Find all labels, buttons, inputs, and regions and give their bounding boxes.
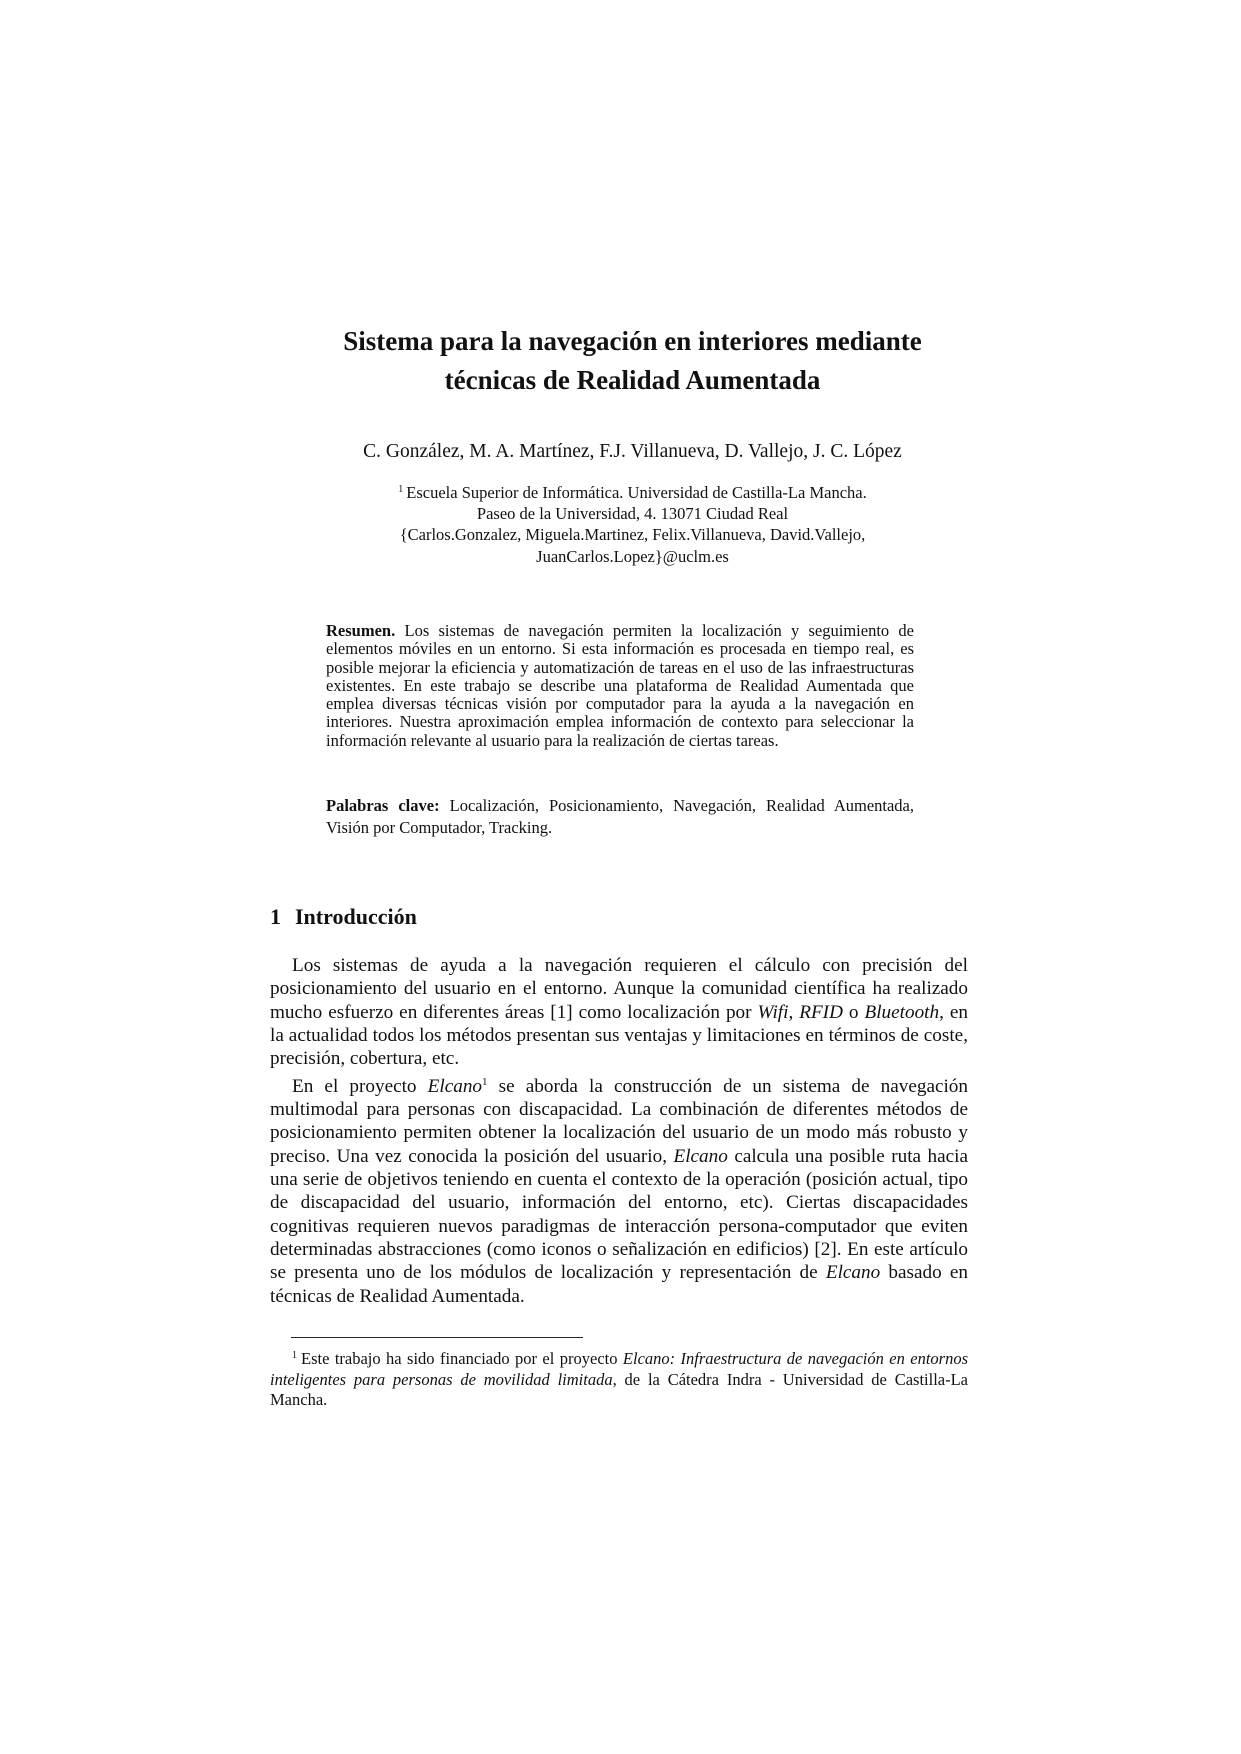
footnote-project-title: Elcano: Infraestructura de navegación en entornos inteligentes para personas de movilidad limitada [270, 1349, 969, 1389]
section-number: 1 [270, 904, 281, 929]
footnote-text-a: Este trabajo ha sido financiado por el proyecto [301, 1349, 623, 1368]
term-rfid: RFID [799, 1001, 843, 1023]
abstract-text: Los sistemas de navegación permiten la localización y seguimiento de elementos móviles en un entorno. Si esta información es procesada en tiempo real, es posible mejorar la eficiencia y automatización de tareas en el uso de las infraestructuras existentes. En este trabajo se describe una plataforma de Realidad Aumentada que emplea diversas técnicas visión por computador para la ayuda a la navegación en interiores. Nuestra aproximación emplea información de contexto para seleccionar la información relevante al usuario para la realización de ciertas tareas. [326, 621, 914, 750]
term-elcano: Elcano [825, 1262, 881, 1284]
affiliation-line-1-text: Escuela Superior de Informática. Universidad de Castilla-La Mancha. [406, 483, 867, 502]
affiliation-line-1 [0, 479, 1241, 503]
keywords-label: Palabras clave: [326, 796, 440, 815]
affiliation-block [0, 479, 1241, 567]
paragraph-2-text-b: se aborda la construcción de un sistema de navegación multimodal para personas con discapacidad. La combinación de diferentes métodos de posicionamiento permiten obtener la localización del usuario de un modo más robusto y preciso. Una vez conocida la posición del usuario, [270, 1075, 968, 1167]
footnote-marker: 1 [292, 1350, 297, 1361]
title-line-2: técnicas de Realidad Aumentada [444, 365, 821, 395]
section-body [270, 954, 968, 1308]
paragraph-1-text-c: o [842, 1001, 865, 1023]
paragraph-2-text-d: basado en técnicas de Realidad Aumentada. [270, 1262, 968, 1307]
paragraph-2-text-c: calcula una posible ruta hacia una serie de objetivos teniendo en cuenta el contexto de la operación (posición actual, tipo de discapacidad del usuario, información del entorno, etc). Ciertas discapacidades cognitivas requieren nuevos paradigmas de interacción persona-computador que eviten determinadas abstracciones (como iconos o señalización en edificios) [2]. En este artículo se presenta uno de los módulos de localización y representación de [270, 1145, 968, 1284]
paragraph-2-text-a: En el proyecto [292, 1075, 428, 1097]
footnote-ref: 1 [482, 1075, 488, 1088]
abstract [326, 622, 914, 750]
affiliation-marker: 1 [398, 484, 404, 495]
paragraph-2 [270, 1071, 968, 1308]
keywords-text: Localización, Posicionamiento, Navegación, Realidad Aumentada, Visión por Computador, Tracking. [326, 796, 914, 837]
abstract-label: Resumen. [326, 621, 396, 640]
section-title: Introducción [295, 904, 417, 929]
paper-title [0, 322, 1241, 400]
footnote-divider [291, 1337, 583, 1338]
term-bluetooth: Bluetooth [864, 1001, 940, 1023]
paragraph-1-text-d: , en la actualidad todos los métodos presentan sus ventajas y limitaciones en términos de coste, precisión, cobertura, etc. [270, 1001, 969, 1070]
term-elcano: Elcano [427, 1075, 483, 1097]
affiliation-line-2: Paseo de la Universidad, 4. 13071 Ciudad Real [476, 504, 789, 524]
footnote [270, 1346, 968, 1411]
term-elcano: Elcano [673, 1145, 728, 1167]
paragraph-1-text-a: Los sistemas de ayuda a la navegación requieren el cálculo con precisión del posicionamiento del usuario en el entorno. Aunque la comunidad científica ha realizado mucho esfuerzo en diferentes áreas [1] como localización por [270, 955, 968, 1023]
paragraph-1-text-b: , [788, 1001, 800, 1023]
term-wifi: Wifi [757, 1001, 789, 1023]
author-list: C. González, M. A. Martínez, F.J. Villanueva, D. Vallejo, J. C. López [363, 441, 902, 462]
title-line-1: Sistema para la navegación en interiores mediante [343, 326, 922, 356]
paragraph-1 [270, 954, 968, 1071]
affiliation-line-4: JuanCarlos.Lopez}@uclm.es [536, 546, 729, 566]
section-heading [270, 902, 417, 932]
footnote-text-b: , de la Cátedra Indra - Universidad de Castilla-La Mancha. [270, 1369, 969, 1409]
affiliation-line-3: {Carlos.Gonzalez, Miguela.Martinez, Felix.Villanueva, David.Vallejo, [399, 525, 866, 545]
keywords [326, 795, 914, 839]
